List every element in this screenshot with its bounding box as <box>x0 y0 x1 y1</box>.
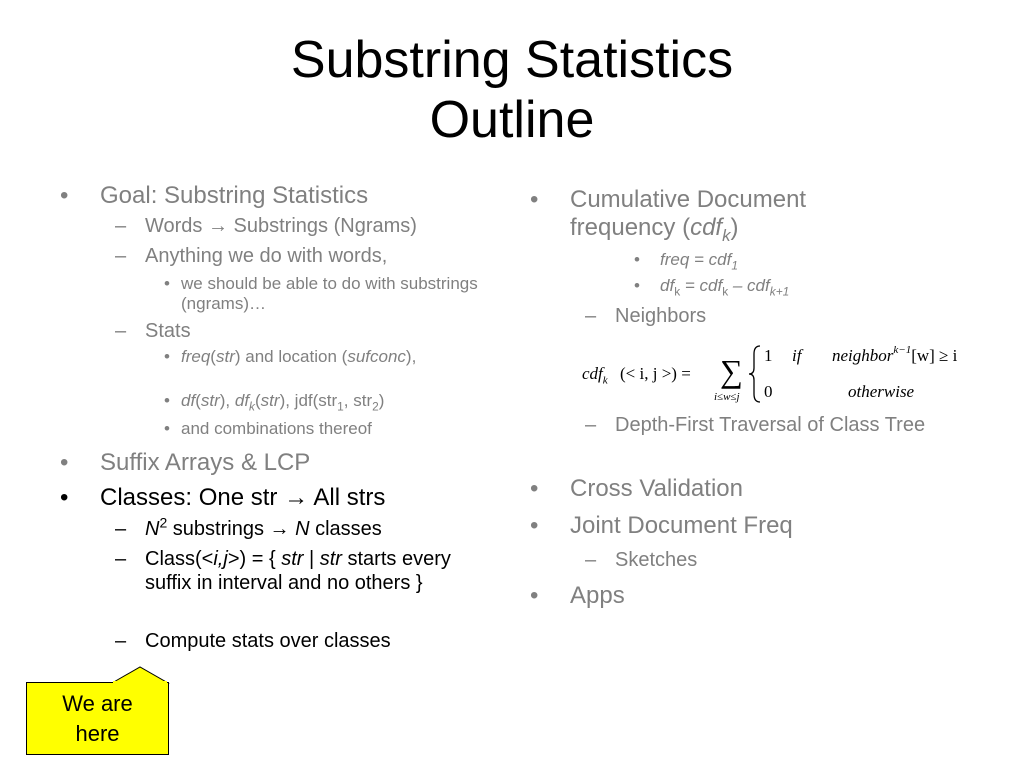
freq-location: ) and location ( <box>234 347 348 366</box>
cdf-text: Cumulative Document frequency ( <box>570 186 807 241</box>
freq-word: freq <box>181 347 211 366</box>
dfk-eq: = cdf <box>680 276 723 295</box>
bullet-cross <box>530 475 990 512</box>
bullet-suffix <box>60 449 500 484</box>
df-paren: ( <box>195 391 201 410</box>
freq-str: str <box>215 347 235 366</box>
formula-args: (< i, j >) = <box>620 364 691 383</box>
freq-sufconc: sufconc <box>347 347 406 366</box>
words-text-b: Substrings (Ngrams) <box>227 215 417 237</box>
sub-n2 <box>60 514 500 547</box>
sketches-text: Sketches <box>615 549 698 571</box>
classes-text-b: All strs <box>308 484 386 511</box>
dfk-minus: – cdf <box>728 276 770 295</box>
bullet-dot: • <box>60 449 69 476</box>
bullet-dot: • <box>530 186 539 213</box>
n2-classes: classes <box>309 518 382 540</box>
freq-paren: ( <box>210 347 216 366</box>
class-c: >) = { <box>227 548 282 570</box>
class-str1: str <box>281 548 304 570</box>
sub-compute <box>60 629 500 657</box>
sub-words <box>60 214 500 244</box>
n2-n: N <box>145 518 160 540</box>
classes-text: Classes: One str <box>100 484 285 511</box>
callout-line-1: We are <box>62 691 133 716</box>
dfk-sub: k <box>249 399 255 414</box>
case-otherwise: otherwise <box>848 382 915 401</box>
bullet-dot: • <box>164 391 170 410</box>
class-a: Class(< <box>145 548 214 570</box>
case-neighbor: neighbor$^{k-1}$[w] ≥ i <box>832 344 958 365</box>
bullet-joint <box>530 512 990 548</box>
class-g: starts every suffix in interval and no others } <box>145 548 451 594</box>
jdf-close: ) <box>378 391 385 410</box>
sub-stats <box>60 319 500 347</box>
case-if: if <box>792 346 802 365</box>
subsub-dfk <box>530 276 990 304</box>
bullet-dash: – <box>115 215 127 237</box>
class-bar: | <box>303 548 320 570</box>
bullet-dash: – <box>585 549 597 571</box>
left-column <box>60 182 500 657</box>
words-text: Words <box>145 215 208 237</box>
sum-symbol: ∑ <box>720 353 743 389</box>
bullet-dash: – <box>585 414 597 436</box>
slide-title <box>0 30 1024 150</box>
arrow-right-icon: → <box>269 518 290 540</box>
subsub-should <box>60 274 500 319</box>
dfk-str: str <box>260 391 280 410</box>
dfk-word: df <box>234 391 250 410</box>
jdf-text: ), jdf(str <box>279 391 338 410</box>
neighbors-text: Neighbors <box>615 305 707 327</box>
bullet-dot: • <box>164 274 170 293</box>
goal-text: Goal: Substring Statistics <box>100 182 369 209</box>
dfk-paren: ( <box>255 391 261 410</box>
left-brace-icon <box>748 344 762 404</box>
we-are-here-callout <box>26 682 169 755</box>
freq-cdf-sub: 1 <box>731 258 738 273</box>
subsub-combos <box>60 419 500 449</box>
case-one: 1 <box>764 346 773 365</box>
subsub-freq-cdf <box>530 250 990 276</box>
subsub-freq <box>60 347 500 391</box>
bullet-dot: • <box>530 475 539 502</box>
subsub-df <box>60 391 500 419</box>
formula-lhs: cdf$_k$ <box>582 364 608 387</box>
bullet-dash: – <box>115 245 127 267</box>
sum-subscript: i≤w≤j <box>714 391 740 403</box>
cross-text: Cross Validation <box>570 475 743 502</box>
df-sep: ), <box>219 391 235 410</box>
callout-pointer-cover <box>113 681 167 684</box>
bullet-dash: – <box>115 548 127 570</box>
right-column <box>530 186 990 330</box>
sub-neighbors <box>530 304 990 330</box>
case-zero: 0 <box>764 382 773 401</box>
n2-sup: 2 <box>159 514 168 531</box>
df-word: df <box>181 391 196 410</box>
bullet-dash: – <box>115 320 127 342</box>
class-str2: str <box>319 548 342 570</box>
cdf-italic: cdf <box>690 214 723 241</box>
bullet-dot: • <box>164 347 170 366</box>
cdf-sub: k <box>722 225 731 245</box>
should-text: we should be able to do with substrings (ngrams)… <box>181 274 478 313</box>
sub-dft <box>530 413 995 475</box>
jdf-sub1: 1 <box>337 399 344 414</box>
callout-line-2: here <box>75 721 120 746</box>
n2-n2: N <box>289 518 310 540</box>
bullet-classes <box>60 484 500 517</box>
freq-cdf-text: freq = cdf <box>660 250 732 269</box>
sub-anything <box>60 244 500 274</box>
apps-text: Apps <box>570 582 625 609</box>
bullet-dot: • <box>530 512 539 539</box>
freq-close: ), <box>405 347 417 366</box>
cdf-formula <box>582 340 1002 410</box>
bullet-dot: • <box>530 582 539 609</box>
compute-text: Compute stats over classes <box>145 630 391 652</box>
stats-text: Stats <box>145 320 191 342</box>
bullet-dot: • <box>60 484 69 511</box>
bullet-dash: – <box>115 518 127 540</box>
title-line-1: Substring Statistics <box>290 31 734 89</box>
joint-text: Joint Document Freq <box>570 512 793 539</box>
bullet-dot: • <box>164 419 170 438</box>
arrow-right-icon: → <box>207 215 228 237</box>
bullet-cdf <box>530 186 870 250</box>
dft-text: Depth-First Traversal of Class Tree <box>615 414 926 436</box>
anything-text: Anything we do with words, <box>145 245 388 267</box>
n2-substrings: substrings <box>167 518 270 540</box>
arrow-right-icon: → <box>284 484 309 511</box>
right-column-lower <box>530 413 990 614</box>
dfk-text: df <box>660 276 675 295</box>
bullet-dot: • <box>60 182 69 209</box>
title-line-2: Outline <box>429 91 595 149</box>
bullet-dot: • <box>634 250 640 269</box>
sub-class-def <box>60 547 485 629</box>
jdf-sep: , str <box>343 391 373 410</box>
sub-sketches <box>530 548 990 582</box>
jdf-sub2: 2 <box>372 399 379 414</box>
bullet-apps <box>530 582 990 614</box>
df-str: str <box>200 391 220 410</box>
combos-text: and combinations thereof <box>181 419 372 438</box>
dfk-sub2: k <box>722 284 729 299</box>
suffix-text: Suffix Arrays & LCP <box>100 449 311 476</box>
bullet-goal <box>60 182 500 214</box>
bullet-dot: • <box>634 276 640 295</box>
dfk-sub: k <box>674 284 681 299</box>
bullet-dash: – <box>585 305 597 327</box>
bullet-dash: – <box>115 630 127 652</box>
cdf-close: ) <box>730 214 739 241</box>
dfk-sub3: k+1 <box>769 284 790 299</box>
class-ij: i,j <box>213 548 228 570</box>
